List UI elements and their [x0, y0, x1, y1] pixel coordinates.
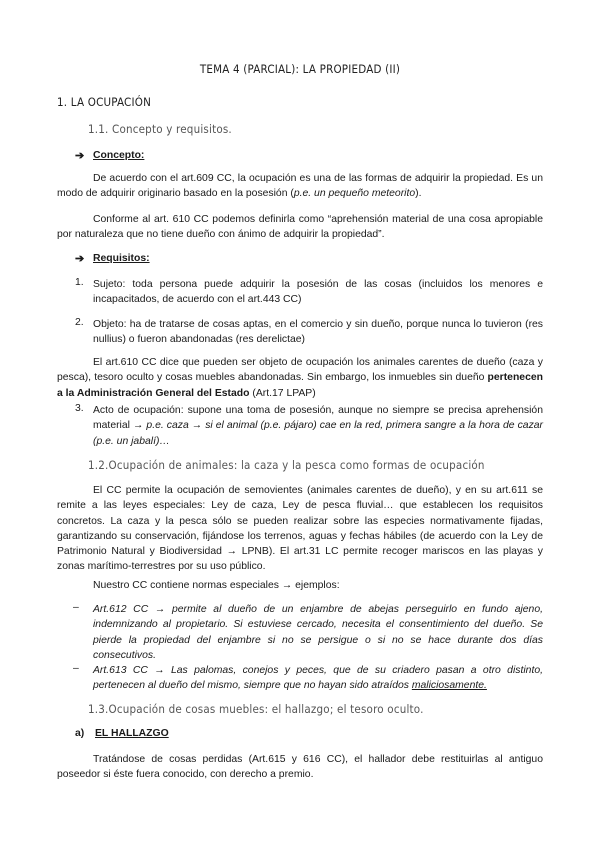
subsection-heading-concepto: 1.1. Concepto y requisitos. [88, 122, 232, 136]
dash-bullet: – [73, 663, 79, 674]
concepto-paragraph-2: Conforme al art. 610 CC podemos definirla como “aprehensión material de una cosa apropiable por naturaleza que no tiene dueño con ánimo de adquirir la propiedad”. [57, 214, 543, 241]
requisito-objeto: Objeto: ha de tratarse de cosas aptas, en el comercio y sin dueño, porque nunca lo tuvieron (res nullius) o fueron abandonadas (res derelictae) [93, 319, 543, 346]
requisito-sujeto: Sujeto: toda persona puede adquirir la posesión de las cosas (incluidos los menores e incapacitados, de acuerdo con el art.443 CC) [93, 279, 543, 306]
list-letter: a) [75, 728, 85, 739]
arrow-bullet-icon: ➔ [75, 253, 85, 265]
normas-especiales-paragraph: Nuestro CC contiene normas especiales → ejemplos: [93, 580, 340, 591]
arrow-bullet-icon: ➔ [75, 150, 85, 162]
ejemplo-art613: Art.613 CC → Las palomas, conejos y peces, que de su criadero pasan a otro distinto, pertenecen al dueño del mismo, siempre que no hayan sido atraídos maliciosamente. [93, 665, 543, 692]
subsection-heading-hallazgo-tesoro: 1.3.Ocupación de cosas muebles: el hallazgo; el tesoro oculto. [88, 702, 424, 716]
caza-pesca-paragraph: El CC permite la ocupación de semovientes (animales carentes de dueño), y en su art.611 se remite a las leyes especiales: Ley de caza, Ley de pesca fluvial… que establecen los requisitos concretos. La caza y la pesca sólo se pueden realizar sobre las especies normativamente fijadas, garantizando su conservación, fijándose los terrenos, aguas y fechas hábiles (de acuerdo con la Ley de Patrimonio Natural y Biodiversidad → LPNB). El art.31 LC permite recoger mariscos en las playas y zonas marítimo-terrestres por su uso público. [57, 485, 543, 573]
objeto-detalle-paragraph: El art.610 CC dice que pueden ser objeto de ocupación los animales carentes de dueño (caza y pesca), tesoro oculto y cosas muebles abandonadas. Sin embargo, los inmuebles sin dueño pertenecen a la Administración General del Estado (Art.17 LPAP) [57, 357, 543, 399]
subsection-heading-caza-pesca: 1.2.Ocupación de animales: la caza y la pesca como formas de ocupación [88, 458, 485, 472]
list-number: 3. [75, 403, 84, 414]
dash-bullet: – [73, 602, 79, 613]
concepto-paragraph-1: De acuerdo con el art.609 CC, la ocupación es una de las formas de adquirir la propiedad. Es un modo de adquirir originario basado en la posesión (p.e. un pequeño meteorito). [57, 173, 543, 200]
section-heading-ocupacion: 1. LA OCUPACIÓN [57, 95, 152, 109]
hallazgo-label: EL HALLAZGO [95, 728, 169, 739]
requisito-acto-ocupacion: Acto de ocupación: supone una toma de posesión, aunque no siempre se precisa aprehensión material → p.e. caza → si el animal (p.e. pájaro) cae en la red, primera sangre a la hora de cazar (p.e. un jabalí)… [93, 405, 544, 447]
concepto-label: Concepto: [93, 150, 145, 161]
list-number: 1. [75, 277, 84, 288]
list-number: 2. [75, 317, 84, 328]
hallazgo-paragraph: Tratándose de cosas perdidas (Art.615 y 616 CC), el hallador debe restituirlas al antiguo poseedor si éste fuera conocido, con derecho a premio. [57, 754, 543, 781]
ejemplo-art612: Art.612 CC → permite al dueño de un enjambre de abejas perseguirlo en fundo ajeno, indemnizando al propietario. Si estuviese cercado, necesita el consentimiento del dueño. Se pierde la propiedad del enjambre si no se persigue o si no se hace durante dos días consecutivos. [93, 604, 543, 661]
requisitos-label: Requisitos: [93, 253, 150, 264]
page-title: TEMA 4 (PARCIAL): LA PROPIEDAD (II) [199, 62, 401, 76]
